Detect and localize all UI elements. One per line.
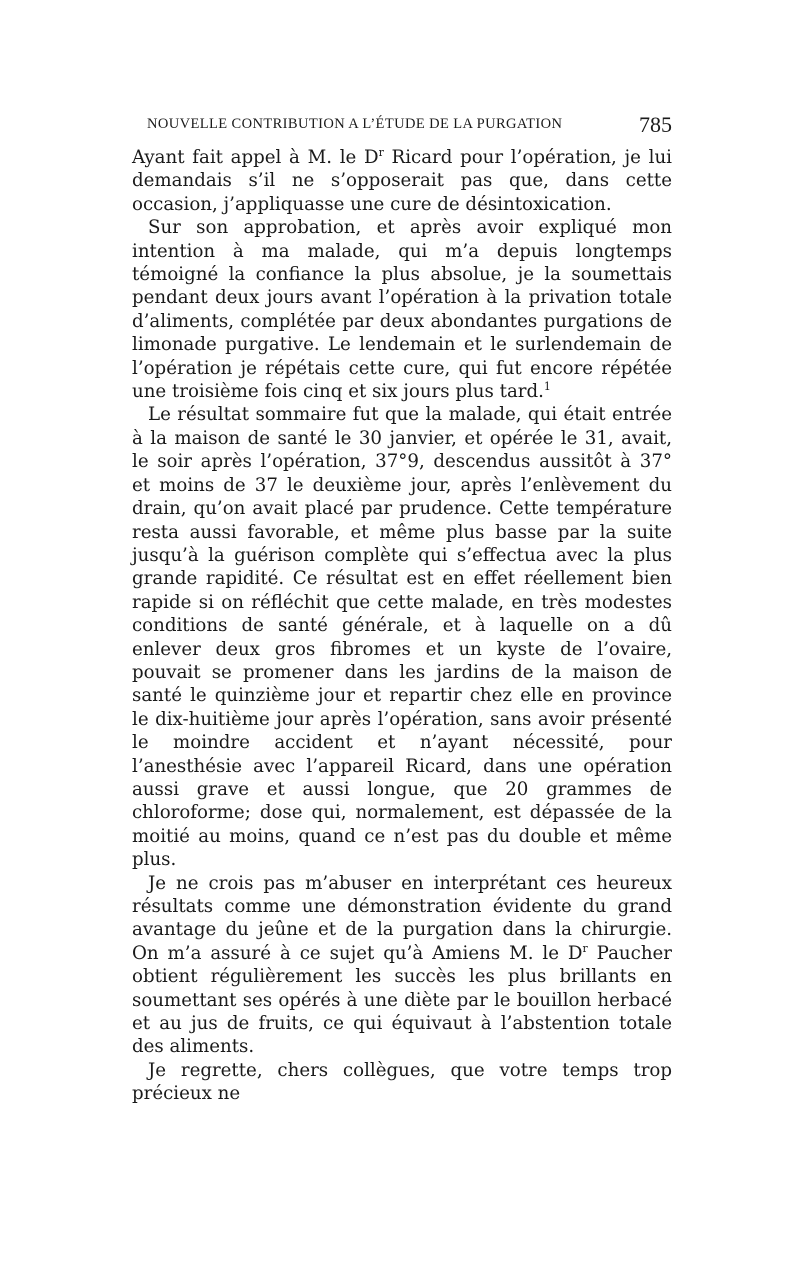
paragraph-1-text-b: Ricard pour l’opération, je lui demandais s’il ne s’opposerait pas que, dans cette occasion, j’appliquasse une cure de désintoxication. bbox=[132, 147, 672, 215]
footnote-marker: 1 bbox=[543, 380, 551, 393]
paragraph-3 bbox=[132, 403, 672, 871]
paragraph-2 bbox=[132, 216, 672, 403]
paragraph-1 bbox=[132, 146, 672, 216]
paragraph-3-text: Le résultat sommaire fut que la malade, qui était entrée à la maison de santé le 30 janvier, et opérée le 31, avait, le soir après l’opération, 37°9, descendus aussitôt à 37° et moins de 37 le deuxième jour, après l’enlèvement du drain, qu’on avait placé par prudence. Cette température resta aussi favorable, et même plus basse par la suite jusqu’à la guérison complète qui s’effectua avec la plus grande rapidité. Ce résultat est en effet réellement bien rapide si on réfléchit que cette malade, en très modestes conditions de santé générale, et à laquelle on a dû enlever deux gros fibromes et un kyste de l’ovaire, pouvait se promener dans les jardins de la maison de santé le quinzième jour et repartir chez elle en province le dix-huitième jour après l’opération, sans avoir présenté le moindre accident et n’ayant nécessité, pour l’anesthésie avec l’appareil Ricard, dans une opération aussi grave et aussi longue, que 20 grammes de chloroforme; dose qui, normalement, est dépassée de la moitié au moins, quand ce n’est pas du double et même plus. bbox=[132, 404, 672, 871]
doctor-abbrev-superscript: r bbox=[378, 145, 384, 159]
running-title: NOUVELLE CONTRIBUTION A L’ÉTUDE DE LA PURGATION bbox=[147, 116, 563, 132]
paragraph-4 bbox=[132, 872, 672, 1059]
paragraph-4-text-b: Paucher obtient régulièrement les succès les plus brillants en soumettant ses opérés à une diète par le bouillon herbacé et au jus de fruits, ce qui équivaut à l’abstention totale des aliments. bbox=[132, 942, 672, 1058]
paragraph-1-text-a: Ayant fait appel à M. le D bbox=[132, 147, 379, 168]
page-number: 785 bbox=[639, 112, 672, 137]
paragraph-4-text-a: Je ne crois pas m’abuser en interprétant ces heureux résultats comme une démonstration évidente du grand avantage du jeûne et de la purgation dans la chirurgie. On m’a assuré à ce sujet qu’à Amiens M. le D bbox=[132, 872, 672, 964]
paragraph-2-text: Sur son approbation, et après avoir expliqué mon intention à ma malade, qui m’a depuis longtemps témoigné la confiance la plus absolue, je la soumettais pendant deux jours avant l’opération à la privation totale d’aliments, complétée par deux abondantes purgations de limonade purgative. Le lendemain et le surlendemain de l’opération je répétais cette cure, qui fut encore répétée une troisième fois cinq et six jours plus tard. bbox=[132, 217, 672, 403]
book-page bbox=[132, 112, 672, 1106]
doctor-abbrev-superscript: r bbox=[582, 941, 588, 955]
running-head bbox=[132, 112, 672, 146]
paragraph-5-text: Je regrette, chers collègues, que votre temps trop précieux ne bbox=[132, 1059, 672, 1105]
paragraph-5 bbox=[132, 1059, 672, 1106]
